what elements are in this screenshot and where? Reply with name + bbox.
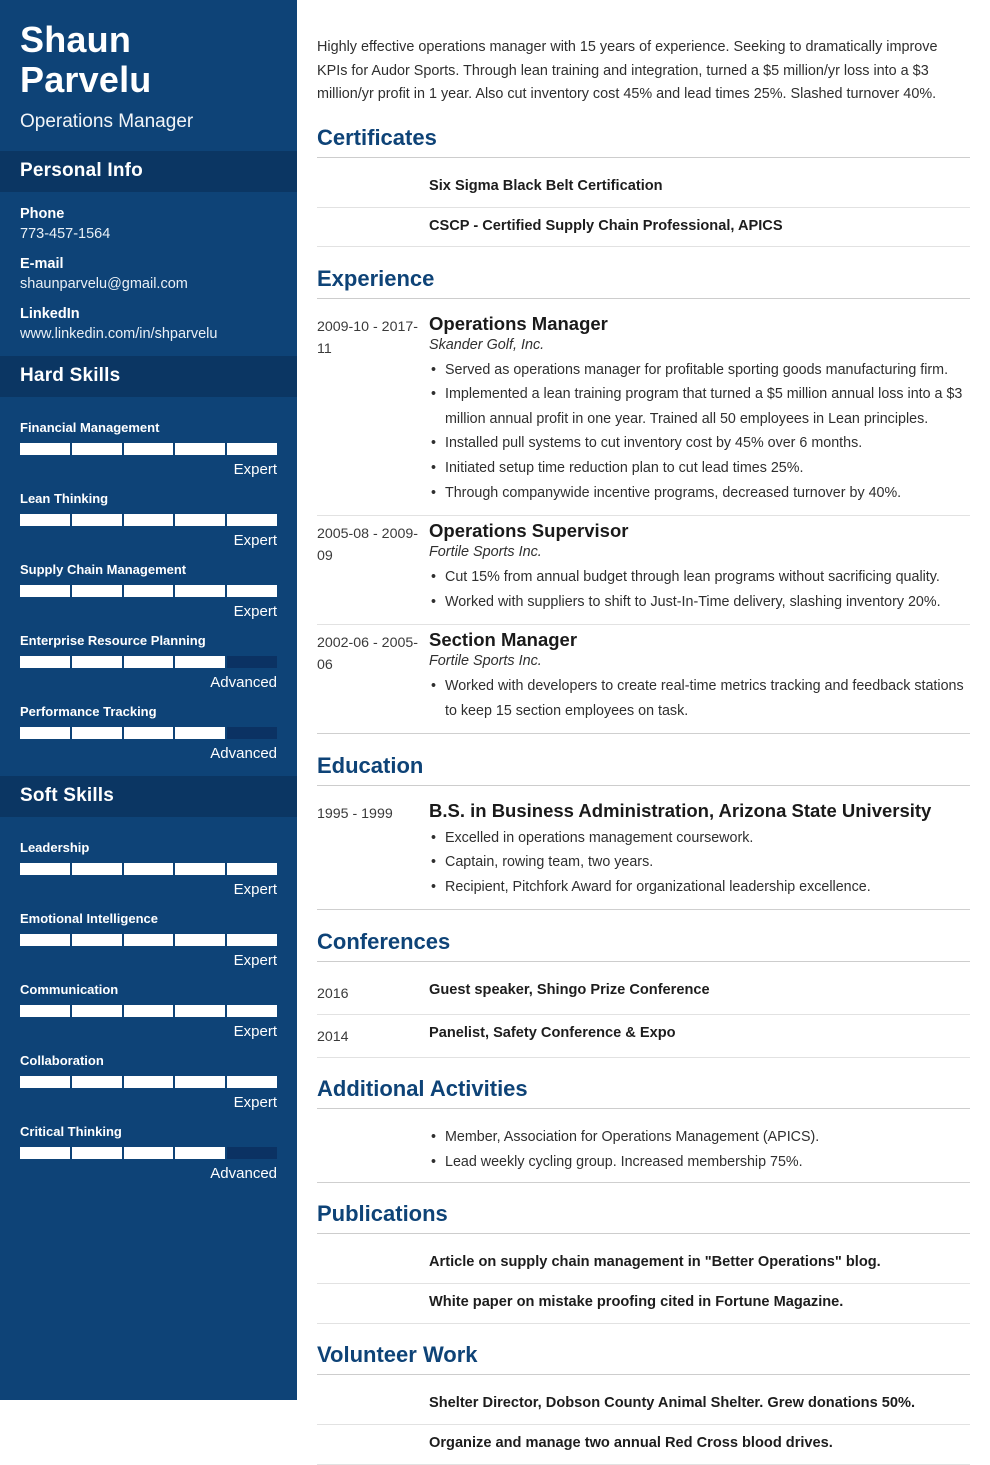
skill-name: Communication xyxy=(20,981,119,997)
conference-date: 2016 xyxy=(317,985,349,1002)
section-additional-activities xyxy=(317,1076,970,1183)
experience-bullets xyxy=(429,358,970,505)
skill-level: Expert xyxy=(233,1022,277,1040)
skill-name: Performance Tracking xyxy=(20,703,157,719)
bullet: • Recipient, Pitchfork Award for organizational leadership excellence. xyxy=(429,875,970,900)
certificate-text: Six Sigma Black Belt Certification xyxy=(429,177,663,194)
hard-skills-body xyxy=(0,397,297,762)
section-publications xyxy=(317,1201,970,1324)
skill-bar-ticks xyxy=(20,1147,277,1159)
education-date: 1995 - 1999 xyxy=(317,805,393,822)
skill-name: Enterprise Resource Planning xyxy=(20,632,206,648)
conference-row xyxy=(317,1015,970,1058)
soft-skills-body xyxy=(0,817,297,1182)
skill-level: Advanced xyxy=(210,1164,277,1182)
education-content xyxy=(429,800,970,900)
skill-level: Advanced xyxy=(210,673,277,691)
certificate-row xyxy=(317,168,970,208)
contact-linkedin xyxy=(20,306,277,342)
contact-linkedin-label: LinkedIn xyxy=(20,305,80,322)
bullet: • Member, Association for Operations Management (APICS). xyxy=(429,1125,970,1150)
skill-item xyxy=(20,553,277,620)
skill-bar-ticks xyxy=(20,727,277,739)
skill-bar xyxy=(20,727,277,739)
contact-phone xyxy=(20,206,277,242)
skill-bar-ticks xyxy=(20,443,277,455)
section-conferences xyxy=(317,929,970,1058)
section-certificates xyxy=(317,125,970,248)
bullet: • Through companywide incentive programs, decreased turnover by 40%. xyxy=(429,481,970,506)
section-title-education: Education xyxy=(317,753,970,786)
contact-email xyxy=(20,256,277,292)
education-row xyxy=(317,796,970,911)
contact-email-value[interactable]: shaunparvelu@gmail.com xyxy=(20,275,188,292)
contact-email-label: E-mail xyxy=(20,255,64,272)
publication-text: Article on supply chain management in "Better Operations" blog. xyxy=(429,1254,881,1271)
skill-name: Supply Chain Management xyxy=(20,561,187,577)
skill-bar xyxy=(20,656,277,668)
experience-role: Section Manager xyxy=(429,629,578,651)
skill-level: Expert xyxy=(233,602,277,620)
personal-info-body xyxy=(0,192,297,342)
bullet: • Worked with suppliers to shift to Just-In-Time delivery, slashing inventory 20%. xyxy=(429,590,970,615)
experience-content xyxy=(429,313,970,505)
skill-level: Advanced xyxy=(210,744,277,762)
volunteer-text: Shelter Director, Dobson County Animal Shelter. Grew donations 50%. xyxy=(429,1395,916,1412)
skill-bar-ticks xyxy=(20,1005,277,1017)
skill-bar xyxy=(20,514,277,526)
skill-name: Collaboration xyxy=(20,1052,104,1068)
education-bullets xyxy=(429,826,970,900)
publication-text: White paper on mistake proofing cited in Fortune Magazine. xyxy=(429,1294,844,1311)
experience-company: Fortile Sports Inc. xyxy=(429,653,542,670)
skill-bar-ticks xyxy=(20,934,277,946)
skill-bar xyxy=(20,443,277,455)
bullet: • Installed pull systems to cut inventory cost by 45% over 6 months. xyxy=(429,431,970,456)
skill-item xyxy=(20,411,277,478)
bullet: • Worked with developers to create real-time metrics tracking and feedback stations to keep 15 section employees on task. xyxy=(429,674,970,723)
section-title-conferences: Conferences xyxy=(317,929,970,962)
certificate-row xyxy=(317,208,970,248)
bullet: • Cut 15% from annual budget through lean programs without sacrificing quality. xyxy=(429,565,970,590)
experience-row xyxy=(317,625,970,734)
soft-skills-heading: Soft Skills xyxy=(0,776,297,817)
skill-bar xyxy=(20,1076,277,1088)
skill-bar xyxy=(20,1005,277,1017)
experience-date: 2009-10 - 2017-11 xyxy=(317,318,418,357)
experience-company: Skander Golf, Inc. xyxy=(429,336,545,353)
skill-item xyxy=(20,831,277,898)
education-degree: B.S. in Business Administration, Arizona State University xyxy=(429,799,932,821)
contact-phone-label: Phone xyxy=(20,205,65,222)
section-education xyxy=(317,753,970,911)
skill-level: Expert xyxy=(233,531,277,549)
skill-bar-ticks xyxy=(20,863,277,875)
section-title-publications: Publications xyxy=(317,1201,970,1234)
skill-bar-ticks xyxy=(20,656,277,668)
contact-linkedin-value[interactable]: www.linkedin.com/in/shparvelu xyxy=(20,325,218,342)
volunteer-text: Organize and manage two annual Red Cross blood drives. xyxy=(429,1435,833,1452)
activities-row xyxy=(317,1119,970,1183)
publication-row xyxy=(317,1244,970,1284)
name-block xyxy=(0,0,297,133)
skill-bar xyxy=(20,934,277,946)
experience-date: 2002-06 - 2005-06 xyxy=(317,635,418,674)
candidate-job-title: Operations Manager xyxy=(20,110,194,132)
contact-phone-value[interactable]: 773-457-1564 xyxy=(20,225,111,242)
skill-item xyxy=(20,624,277,691)
hard-skills-heading: Hard Skills xyxy=(0,356,297,397)
experience-bullets xyxy=(429,565,970,614)
section-title-volunteer-work: Volunteer Work xyxy=(317,1342,970,1375)
experience-role: Operations Manager xyxy=(429,312,608,334)
skill-level: Expert xyxy=(233,951,277,969)
experience-content xyxy=(429,520,970,614)
skill-item xyxy=(20,902,277,969)
section-title-experience: Experience xyxy=(317,266,970,299)
experience-bullets xyxy=(429,674,970,723)
sidebar xyxy=(0,0,297,1400)
experience-row xyxy=(317,309,970,516)
conference-row xyxy=(317,972,970,1015)
bullet: • Served as operations manager for profitable sporting goods manufacturing firm. xyxy=(429,358,970,383)
bullet: • Captain, rowing team, two years. xyxy=(429,850,970,875)
experience-date: 2005-08 - 2009-09 xyxy=(317,526,418,565)
candidate-name-line1: Shaun xyxy=(20,19,132,60)
skill-name: Critical Thinking xyxy=(20,1123,122,1139)
conference-date: 2014 xyxy=(317,1028,349,1045)
experience-content xyxy=(429,629,970,723)
skill-item xyxy=(20,695,277,762)
skill-level: Expert xyxy=(233,460,277,478)
personal-info-heading: Personal Info xyxy=(0,151,297,192)
main-content xyxy=(297,0,990,1452)
volunteer-row xyxy=(317,1425,970,1465)
conference-text: Panelist, Safety Conference & Expo xyxy=(429,1024,676,1041)
summary-paragraph: Highly effective operations manager with 15 years of experience. Seeking to dramatically improve KPIs for Audor Sports. Through lean training and integration, turned a $5 million/yr loss into a $3 million/yr profit in 1 year. Also cut inventory cost 45% and lead times 25%. Slashed turnover 40%. xyxy=(317,39,938,103)
section-title-additional-activities: Additional Activities xyxy=(317,1076,970,1109)
section-volunteer-work xyxy=(317,1342,970,1465)
skill-item xyxy=(20,1115,277,1182)
volunteer-row xyxy=(317,1385,970,1425)
skill-level: Expert xyxy=(233,880,277,898)
experience-row xyxy=(317,516,970,625)
conference-text: Guest speaker, Shingo Prize Conference xyxy=(429,981,710,998)
skill-level: Expert xyxy=(233,1093,277,1111)
bullet: • Lead weekly cycling group. Increased membership 75%. xyxy=(429,1150,970,1175)
skill-name: Financial Management xyxy=(20,419,160,435)
skill-item xyxy=(20,482,277,549)
skill-name: Leadership xyxy=(20,839,90,855)
section-experience xyxy=(317,266,970,735)
candidate-name xyxy=(20,20,277,101)
skill-bar-ticks xyxy=(20,585,277,597)
skill-item xyxy=(20,973,277,1040)
skill-item xyxy=(20,1044,277,1111)
bullet: • Excelled in operations management coursework. xyxy=(429,826,970,851)
skill-name: Emotional Intelligence xyxy=(20,910,158,926)
skill-bar-ticks xyxy=(20,1076,277,1088)
activities-bullets xyxy=(429,1125,970,1174)
bullet: • Implemented a lean training program that turned a $5 million annual loss into a $3 million annual profit in one year. Trained all 50 employees in Lean principles. xyxy=(429,382,970,431)
candidate-name-line2: Parvelu xyxy=(20,59,152,101)
experience-company: Fortile Sports Inc. xyxy=(429,544,542,561)
certificate-text: CSCP - Certified Supply Chain Professional, APICS xyxy=(429,217,783,234)
bullet: • Initiated setup time reduction plan to cut lead times 25%. xyxy=(429,456,970,481)
section-title-certificates: Certificates xyxy=(317,125,970,158)
experience-role: Operations Supervisor xyxy=(429,520,629,542)
publication-row xyxy=(317,1284,970,1324)
skill-bar xyxy=(20,863,277,875)
skill-name: Lean Thinking xyxy=(20,490,109,506)
skill-bar xyxy=(20,1147,277,1159)
skill-bar xyxy=(20,585,277,597)
skill-bar-ticks xyxy=(20,514,277,526)
